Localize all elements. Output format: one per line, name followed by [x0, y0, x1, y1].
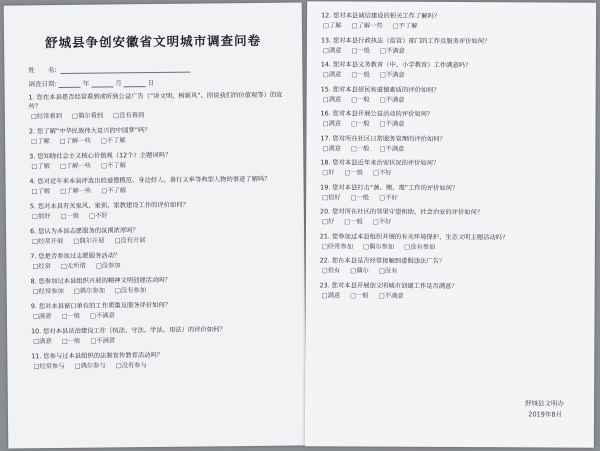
answer-option-checkbox[interactable]: □偶尔开展	[73, 237, 105, 245]
question-text: 9. 您对本县窗口单位的工作质量及服务评价如何？	[30, 301, 172, 311]
answer-option-checkbox[interactable]: □很有	[321, 267, 341, 275]
answer-option-checkbox[interactable]: □一般	[60, 212, 80, 220]
question-text: 22. 您在本县是否经常接触到虚假违法广告？	[319, 257, 446, 265]
answer-option-checkbox[interactable]: □一般	[61, 312, 81, 320]
answer-option-checkbox[interactable]: □一般	[344, 169, 364, 177]
answer-option-checkbox[interactable]: □满意	[321, 291, 341, 299]
answer-option-checkbox[interactable]: □好	[322, 169, 335, 177]
answer-option-checkbox[interactable]: □一般	[351, 71, 370, 79]
question-item	[321, 60, 586, 80]
answer-option-checkbox[interactable]: □一般	[350, 291, 369, 300]
answer-option-checkbox[interactable]: □一般	[61, 337, 81, 345]
answer-options	[320, 193, 585, 203]
question-text: 5. 您对本县有关家风、家训、家教建设工作的评价如何？	[29, 201, 189, 211]
answer-option-checkbox[interactable]: □了解	[31, 163, 50, 171]
answer-option-checkbox[interactable]: □一般	[344, 218, 363, 226]
question-item	[321, 36, 586, 56]
day-line	[124, 81, 146, 87]
answer-option-checkbox[interactable]: □满意	[322, 144, 341, 152]
answer-option-checkbox[interactable]: □了解	[323, 22, 342, 30]
question-item	[320, 158, 585, 178]
answer-options	[31, 285, 293, 297]
question-text: 10. 您对本县法治建设工作（执法、守法、学法、用法）的评价如何？	[31, 326, 226, 336]
answer-option-checkbox[interactable]: □满意	[33, 338, 52, 346]
answer-option-checkbox[interactable]: □好	[321, 218, 335, 226]
answer-options	[30, 260, 292, 272]
answer-options	[320, 168, 585, 178]
answer-option-checkbox[interactable]: □经常	[32, 263, 52, 271]
answer-option-checkbox[interactable]: □一般	[350, 144, 370, 153]
answer-options	[321, 21, 586, 31]
answer-option-checkbox[interactable]: □没有	[378, 267, 398, 275]
answer-option-checkbox[interactable]: □不好	[373, 169, 392, 177]
answer-option-checkbox[interactable]: □经常参与	[33, 362, 65, 371]
question-text: 21. 您参加过本县组织开展的有关环境保护、生态文明主题活动吗？	[319, 232, 509, 241]
question-text: 16. 您对本县开展公益活动的评价如何？	[320, 110, 434, 118]
date-day-label: 日	[147, 79, 155, 88]
answer-option-checkbox[interactable]: □满意	[32, 313, 52, 321]
question-item	[30, 250, 292, 272]
answer-options	[30, 185, 292, 197]
answer-option-checkbox[interactable]: □满意	[322, 120, 342, 128]
question-text: 18. 您对本县近年来治安状况的评价如何？	[320, 159, 440, 167]
answer-options	[321, 46, 586, 56]
question-item	[30, 200, 292, 222]
question-text: 7. 您是否参加过志愿服务活动？	[30, 252, 121, 261]
answer-option-checkbox[interactable]: □不了解	[100, 137, 126, 145]
date-field	[28, 78, 154, 88]
answer-option-checkbox[interactable]: □了解一些	[60, 187, 92, 195]
answer-option-checkbox[interactable]: □没有开展	[114, 237, 146, 245]
question-text: 19. 您对本县打击“黄、赌、毒”工作的评价如何？	[320, 183, 459, 192]
answer-option-checkbox[interactable]: □一般	[351, 46, 371, 55]
answer-option-checkbox[interactable]: □没有参加	[404, 243, 436, 251]
question-item	[31, 325, 293, 347]
question-item	[320, 134, 585, 154]
answer-option-checkbox[interactable]: □不满意	[90, 337, 116, 345]
answer-option-checkbox[interactable]: □偶尔参加	[73, 287, 106, 295]
question-text: 8. 您参加过本县组织开展的精神文明创建活动吗？	[30, 276, 171, 286]
answer-option-checkbox[interactable]: □满意	[322, 71, 342, 79]
answer-option-checkbox[interactable]: □不满意	[379, 96, 405, 104]
answer-option-checkbox[interactable]: □不好	[372, 218, 392, 226]
answer-option-checkbox[interactable]: □不满意	[379, 47, 405, 55]
name-field	[28, 64, 190, 75]
month-line	[91, 81, 113, 87]
answer-option-checkbox[interactable]: □一般	[351, 120, 370, 128]
answer-option-checkbox[interactable]: □偶尔	[350, 267, 369, 275]
answer-options	[31, 310, 293, 322]
answer-option-checkbox[interactable]: □没有看到	[113, 112, 145, 120]
question-item	[321, 109, 586, 129]
answer-option-checkbox[interactable]: □满意	[322, 95, 342, 103]
answer-options	[30, 210, 292, 222]
answer-option-checkbox[interactable]: □不好	[88, 212, 108, 220]
answer-option-checkbox[interactable]: □了解一些	[59, 162, 92, 170]
question-text: 11. 您参与过本县组织的法制宣传教育活动吗？	[31, 351, 164, 361]
question-item	[321, 11, 586, 31]
answer-option-checkbox[interactable]: □了解一些	[351, 22, 383, 30]
question-text: 2. 您了解“中华民族伟大复兴的中国梦”吗？	[28, 127, 151, 136]
name-label: 姓 名:	[28, 66, 57, 75]
questionnaire-page-right	[305, 1, 596, 448]
answer-option-checkbox[interactable]: □不满意	[90, 312, 115, 320]
answer-option-checkbox[interactable]: □没有参加	[114, 287, 147, 295]
question-text: 15. 您对本县居民和道德素质的评价如何？	[320, 85, 440, 94]
answer-option-checkbox[interactable]: □无所谓	[60, 262, 86, 270]
answer-option-checkbox[interactable]: □偶尔参加	[363, 243, 395, 251]
issue-date: 2019年8月	[528, 410, 563, 419]
question-list-right	[320, 11, 587, 306]
question-item	[320, 281, 585, 301]
question-text: 12. 您对本县诚信建设的相关工作了解吗？	[321, 12, 441, 20]
answer-option-checkbox[interactable]: □不满意	[379, 145, 405, 153]
answer-option-checkbox[interactable]: □没有参与	[115, 362, 147, 370]
question-item	[29, 150, 291, 172]
question-item	[320, 232, 585, 252]
date-year-label: 年	[82, 79, 90, 88]
answer-options	[30, 235, 292, 247]
answer-option-checkbox[interactable]: □经常开展	[32, 237, 64, 246]
question-item	[29, 91, 291, 122]
question-text: 4. 您对近年来本县评选出的道德模范、身边好人、善行义举等典型人物的事迹了解吗？	[29, 175, 271, 186]
question-text: 13. 您对本县行政执法（监管）部门的工作及服务评价如何？	[320, 36, 491, 45]
answer-option-checkbox[interactable]: □一般	[351, 95, 370, 104]
answer-option-checkbox[interactable]: □偶尔看到	[71, 112, 104, 120]
answer-option-checkbox[interactable]: □很好	[31, 213, 51, 221]
answer-options	[321, 119, 586, 129]
answer-option-checkbox[interactable]: □不满意	[378, 292, 404, 300]
answer-option-checkbox[interactable]: □一般	[350, 193, 370, 202]
date-month-label: 月	[115, 79, 122, 88]
answer-options	[321, 70, 586, 80]
question-item	[320, 207, 585, 227]
question-item	[29, 175, 291, 197]
answer-option-checkbox[interactable]: □不好	[379, 194, 398, 202]
question-text: 6. 您认为本县志愿服务的氛围浓厚吗？	[30, 227, 139, 236]
answer-option-checkbox[interactable]: □了解	[31, 188, 51, 196]
question-list-left	[29, 91, 294, 378]
question-text: 20. 您对所在社区的邻里守望相助、社会治安的评价如何？	[320, 208, 484, 217]
answer-option-checkbox[interactable]: □不满意	[379, 71, 405, 79]
question-item	[320, 183, 585, 203]
question-text: 23. 您对本县开展创文明城市创建工作是否满意？	[319, 281, 458, 290]
answer-option-checkbox[interactable]: □经常参加	[321, 242, 354, 250]
question-item	[29, 125, 291, 147]
question-text: 14. 您对本县义务教育（中、小学教育）工作满意吗？	[320, 61, 472, 70]
answer-options	[320, 217, 585, 227]
answer-option-checkbox[interactable]: □偶尔参与	[74, 362, 106, 370]
answer-option-checkbox[interactable]: □不了解	[101, 162, 126, 170]
question-item	[321, 85, 586, 105]
answer-option-checkbox[interactable]: □了解	[31, 138, 50, 146]
year-line	[59, 82, 81, 88]
answer-options	[29, 160, 291, 172]
question-text: 17. 您对所在社区日常服务管理的评价如何？	[320, 134, 446, 143]
answer-option-checkbox[interactable]: □满意	[322, 46, 342, 54]
question-text: 3. 您知晓社会主义核心价值观（12个）主题词吗？	[29, 151, 172, 161]
answer-options	[31, 335, 293, 347]
answer-options	[31, 360, 293, 372]
questionnaire-page-left	[4, 2, 307, 448]
name-line	[61, 67, 191, 74]
question-item	[31, 350, 293, 372]
questionnaire-title: 舒城县争创安徽省文明城市调查问卷	[44, 32, 262, 51]
issuer-label: 舒城县文明办	[525, 399, 565, 408]
date-label: 调查日期:	[28, 80, 57, 89]
answer-option-checkbox[interactable]: □了解一些	[59, 137, 91, 145]
answer-options	[29, 110, 291, 122]
answer-options	[320, 242, 585, 252]
answer-option-checkbox[interactable]: □经常看到	[30, 112, 63, 121]
answer-option-checkbox[interactable]: □经常参加	[32, 287, 64, 296]
question-item	[320, 256, 585, 276]
answer-options	[29, 135, 291, 147]
answer-options	[320, 266, 585, 276]
question-text: 1. 您在本县是否经常看到或听到公益广告（“讲文明、树新风”、图说我们的价值观等）的宣传？	[28, 91, 283, 111]
answer-options	[320, 144, 585, 154]
answer-option-checkbox[interactable]: □不了解	[101, 187, 127, 195]
question-item	[30, 225, 292, 247]
answer-options	[321, 95, 586, 105]
answer-options	[320, 291, 585, 301]
question-item	[31, 275, 293, 297]
answer-option-checkbox[interactable]: □不满意	[379, 120, 405, 128]
question-item	[31, 300, 293, 322]
answer-option-checkbox[interactable]: □没参加	[95, 262, 121, 270]
answer-option-checkbox[interactable]: □很好	[322, 193, 341, 201]
answer-option-checkbox[interactable]: □不了解	[392, 22, 418, 30]
